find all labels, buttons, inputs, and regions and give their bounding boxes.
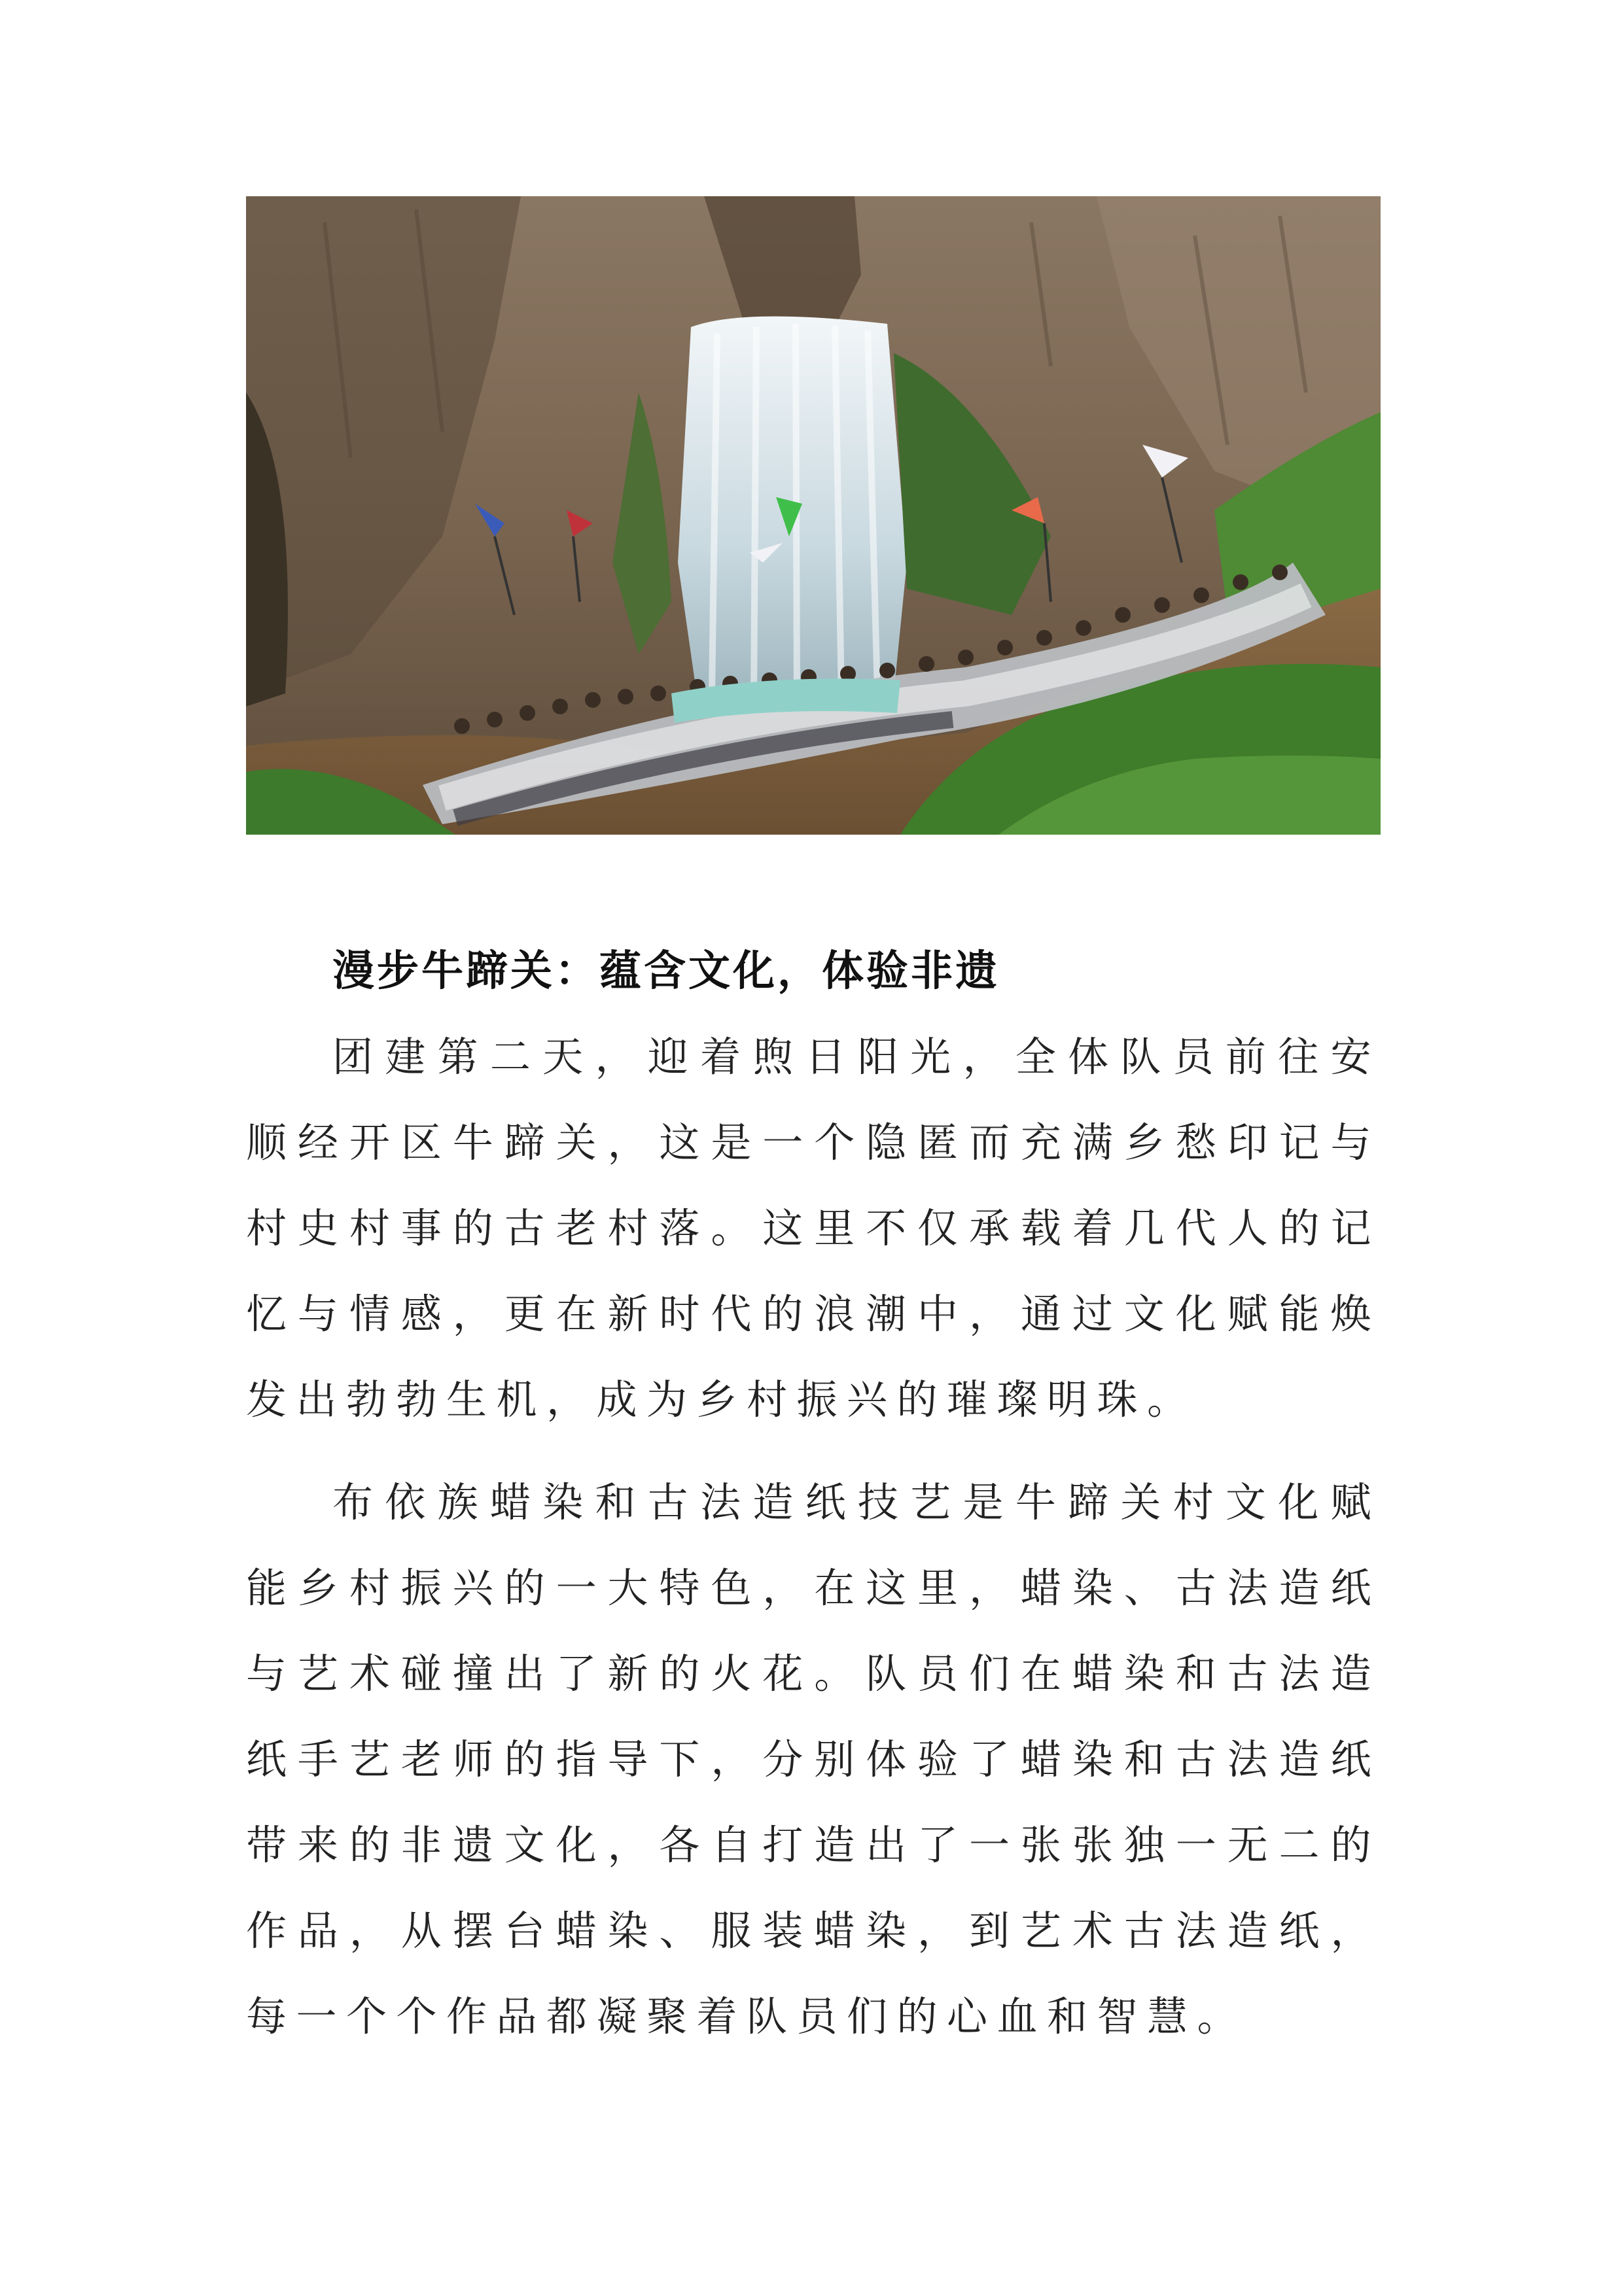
section-heading: 漫步牛蹄关：蕴含文化，体验非遗 [332,947,1000,996]
waterfall-group-image [246,196,1381,835]
article [246,929,1381,2059]
paragraph-2: 布依族蜡染和古法造纸技艺是牛蹄关村文化赋能乡村振兴的一大特色，在这里，蜡染、古法造纸与艺术碰撞出了新的火花。队员们在蜡染和古法造纸手艺老师的指导下，分别体验了蜡染和古法造纸带来的非遗文化，各自打造出了一张张独一无二的作品，从摆台蜡染、服装蜡染，到艺术古法造纸，每一个个作品都凝聚着队员们的心血和智慧。 [246,1478,1381,2040]
paragraph-1: 团建第二天，迎着煦日阳光，全体队员前往安顺经开区牛蹄关，这是一个隐匿而充满乡愁印记与村史村事的古老村落。这里不仅承载着几代人的记忆与情感，更在新时代的浪潮中，通过文化赋能焕发出勃勃生机，成为乡村振兴的璀璨明珠。 [246,1033,1381,1423]
group-photo [246,196,1381,835]
